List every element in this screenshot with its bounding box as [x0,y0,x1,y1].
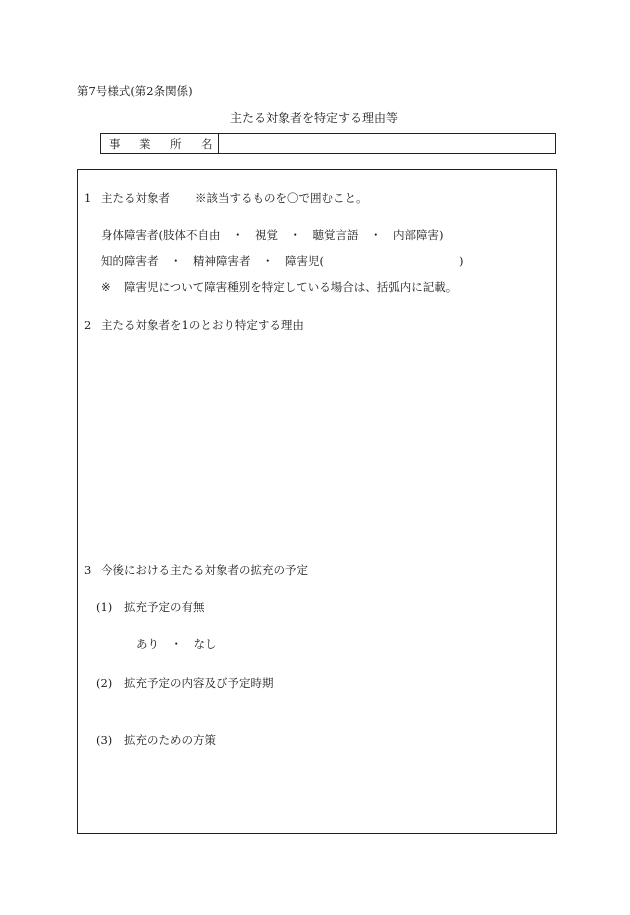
section1-note: 障害児について障害種別を特定している場合は、括弧内に記載。 [124,280,458,294]
establishment-name-label [101,134,219,153]
section3-sub3-number: (3) [96,733,113,747]
establishment-label-char: 所 [170,137,182,151]
section3-sub1-number: (1) [96,600,113,614]
section1-note-mark: ※ [101,280,111,294]
section3-heading: 今後における主たる対象者の拡充の予定 [101,563,308,577]
document-title: 主たる対象者を特定する理由等 [230,111,399,125]
section3-number: 3 [84,563,92,577]
section3-sub1-choices: あり ・ なし [136,637,217,651]
form-number: 第7号様式(第2条関係) [77,84,193,98]
section3-sub2-label: 拡充予定の内容及び予定時期 [124,676,274,690]
establishment-label-char: 業 [139,137,151,151]
section3-sub1-label: 拡充予定の有無 [124,600,205,614]
establishment-label-char: 名 [201,137,213,151]
establishment-label-char: 事 [109,137,121,151]
section2-number: 2 [84,318,92,332]
section1-physical-disability-options: 身体障害者(肢体不自由 ・ 視覚 ・ 聴覚言語 ・ 内部障害) [101,228,444,242]
section1-child-close-paren: ) [459,254,464,268]
section1-number: 1 [84,191,92,205]
section2-heading: 主たる対象者を1のとおり特定する理由 [101,318,304,332]
section1-instruction: ※該当するものを〇で囲むこと。 [195,191,368,205]
section3-sub2-number: (2) [96,676,113,690]
establishment-name-field[interactable] [219,134,555,153]
section1-heading: 主たる対象者 [101,191,170,205]
establishment-name-row [100,133,556,154]
section1-other-options: 知的障害者 ・ 精神障害者 ・ 障害児( [101,254,324,268]
section3-sub3-label: 拡充のための方策 [124,733,216,747]
